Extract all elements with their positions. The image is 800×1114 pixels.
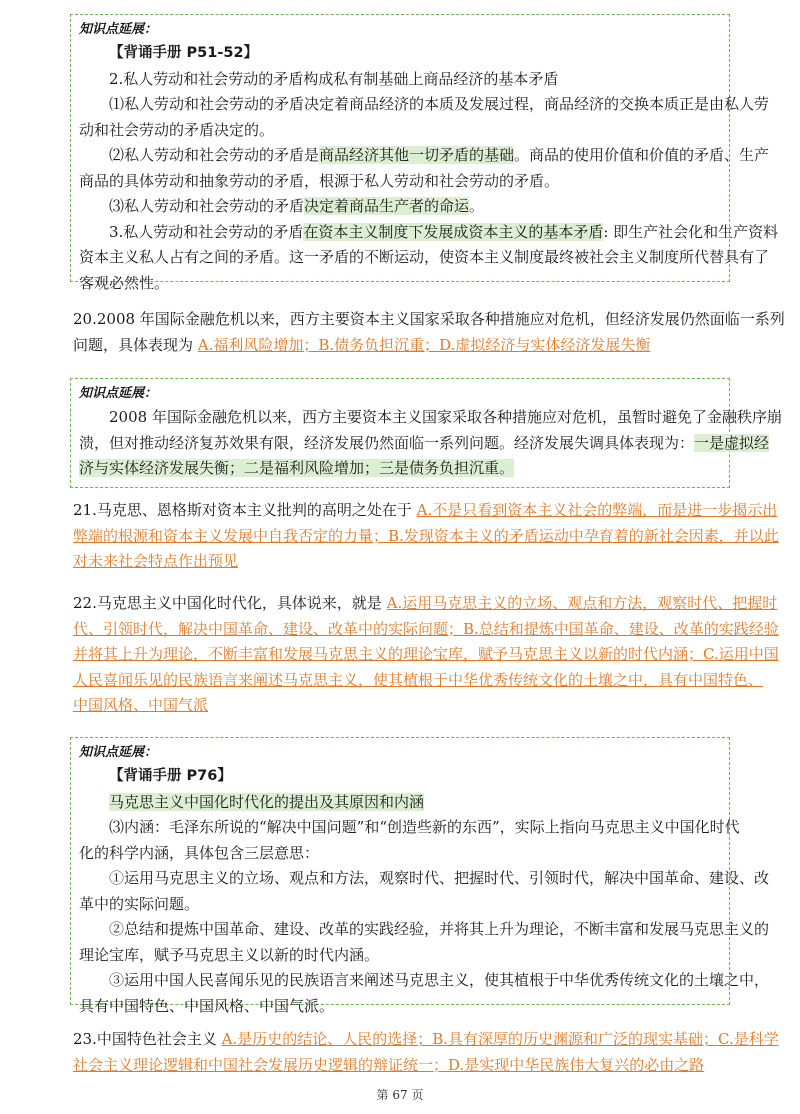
text-line (79, 194, 721, 220)
text-line (73, 333, 733, 359)
answer: A.是历史的结论、人民的选择；B.具有深厚的历史渊源和广泛的现实基础；C.是科学 (221, 1030, 779, 1048)
highlight: 济与实体经济发展失衡；二是福利风险增加；三是债务负担沉重。 (79, 459, 515, 477)
question-21 (73, 498, 779, 575)
highlight: 商品经济其他一切矛盾的基础 (319, 146, 515, 164)
text-line (73, 591, 778, 617)
answer: 人民喜闻乐见的民族语言来阐述马克思主义，使其植根于中华优秀传统文化的土壤之中，具有中国特色、 (73, 670, 764, 689)
question-20 (73, 307, 785, 358)
question-23 (73, 1027, 779, 1078)
text-line: 客观必然性。 (79, 273, 170, 292)
highlight: 马克思主义中国化时代化的提出及其原因和内涵 (109, 792, 425, 811)
answer: 社会主义理论逻辑和中国社会发展历史逻辑的辩证统一；D.是实现中华民族伟大复兴的必由之路 (73, 1055, 705, 1074)
answer: 代、引领时代，解决中国革命、建设、改革中的实际问题；B.总结和提炼中国革命、建设、改革的实践经验 (73, 619, 779, 638)
highlight: 决定着商品生产者的命运 (304, 197, 470, 215)
answer: 弊端的根源和资本主义发展中自我否定的力量；B.发现资本主义的矛盾运动中孕育着的新社会因素，并以此 (73, 526, 779, 545)
box-title: 知识点延展： (79, 22, 158, 37)
text-line: 2.私人劳动和社会劳动的矛盾构成私有制基础上商品经济的基本矛盾 (109, 69, 559, 88)
text-line: ⑶内涵：毛泽东所说的“解决中国问题”和“创造些新的东西”，实际上指向马克思主义中国化时代 (109, 818, 740, 836)
text-line: 理论宝库，赋予马克思主义以新的时代内涵。 (79, 945, 380, 964)
knowledge-box-1 (70, 14, 779, 292)
knowledge-box-2 (70, 378, 782, 488)
text-line (79, 431, 770, 457)
text-line: ①运用马克思主义的立场、观点和方法，观察时代、把握时代、引领时代，解决中国革命、建设、改 (109, 869, 770, 887)
text-line (79, 143, 770, 169)
text-span: 。商品的使用价值和价值的矛盾、生产 (514, 146, 770, 164)
knowledge-box-3 (70, 737, 770, 1015)
text-span: 23.中国特色社会主义 (73, 1030, 222, 1048)
text-line: 具有中国特色、中国风格、中国气派。 (79, 996, 335, 1015)
handbook-ref: 【背诵手册 P51-52】 (109, 45, 259, 61)
text-span: 21.马克思、恩格斯对资本主义批判的高明之处在于 (73, 501, 417, 519)
text-line: 20.2008 年国际金融危机以来，西方主要资本主义国家采取各种措施应对危机，但经济发展仍然面临一系列 (73, 310, 785, 328)
text-line: 资本主义私人占有之间的矛盾。这一矛盾的不断运动，使资本主义制度最终被社会主义制度所代替具有了 (79, 248, 770, 266)
text-span: 3.私人劳动和社会劳动的矛盾 (109, 222, 304, 241)
text-line (79, 456, 721, 482)
text-span: ⑶私人劳动和社会劳动的矛盾 (109, 197, 305, 215)
text-line: 2008 年国际金融危机以来，西方主要资本主义国家采取各种措施应对危机，虽暂时避免了金融秩序崩 (109, 408, 782, 426)
answer: 并将其上升为理论，不断丰富和发展马克思主义的理论宝库，赋予马克思主义以新的时代内涵；C.运用中国 (73, 645, 779, 663)
box-title: 知识点延展： (79, 386, 158, 401)
question-22 (73, 591, 779, 719)
text-line: ⑴私人劳动和社会劳动的矛盾决定着商品经济的本质及发展过程，商品经济的交换本质正是由私人劳 (109, 95, 770, 113)
answer: A.不是只看到资本主义社会的弊端，而是进一步揭示出 (416, 501, 778, 519)
page-number: 第 67 页 (376, 1088, 424, 1102)
text-span: 。 (469, 197, 485, 215)
text-line: ③运用中国人民喜闻乐见的民族语言来阐述马克思主义，使其植根于中华优秀传统文化的土壤之中， (109, 971, 770, 989)
answer: A.运用马克思主义的立场、观点和方法，观察时代、把握时 (386, 594, 778, 612)
highlight: 在资本主义制度下发展成资本主义的基本矛盾 (303, 222, 604, 241)
text-line (73, 1027, 779, 1053)
answer: A.福利风险增加；B.债务负担沉重；D.虚拟经济与实体经济发展失衡 (197, 335, 651, 354)
text-span: 溃，但对推动经济复苏效果有限，经济发展仍然面临一系列问题。经济发展失调具体表现为： (79, 433, 695, 452)
text-line (79, 790, 721, 816)
text-span: 22.马克思主义中国化时代化，具体说来，就是 (73, 594, 387, 612)
text-line (73, 498, 778, 524)
text-line: 商品的具体劳动和抽象劳动的矛盾，根源于私人劳动和社会劳动的矛盾。 (79, 171, 560, 190)
text-span: : 即生产社会化和生产资料 (603, 222, 779, 241)
answer: 对未来社会特点作出预见 (73, 552, 239, 570)
text-span: 问题，具体表现为 (73, 335, 198, 354)
text-line: 化的科学内涵，具体包含三层意思： (79, 843, 320, 862)
box-title: 知识点延展： (79, 745, 158, 760)
text-line: 动和社会劳动的矛盾决定的。 (79, 120, 275, 139)
highlight: 一是虚拟经 (694, 433, 770, 452)
text-line (79, 220, 779, 246)
text-span: ⑵私人劳动和社会劳动的矛盾是 (109, 146, 320, 164)
answer: 中国风格、中国气派 (73, 696, 209, 714)
text-line: ②总结和提炼中国革命、建设、改革的实践经验，并将其上升为理论，不断丰富和发展马克思主义的 (109, 920, 770, 938)
text-line: 革中的实际问题。 (79, 894, 200, 913)
handbook-ref: 【背诵手册 P76】 (109, 768, 232, 784)
